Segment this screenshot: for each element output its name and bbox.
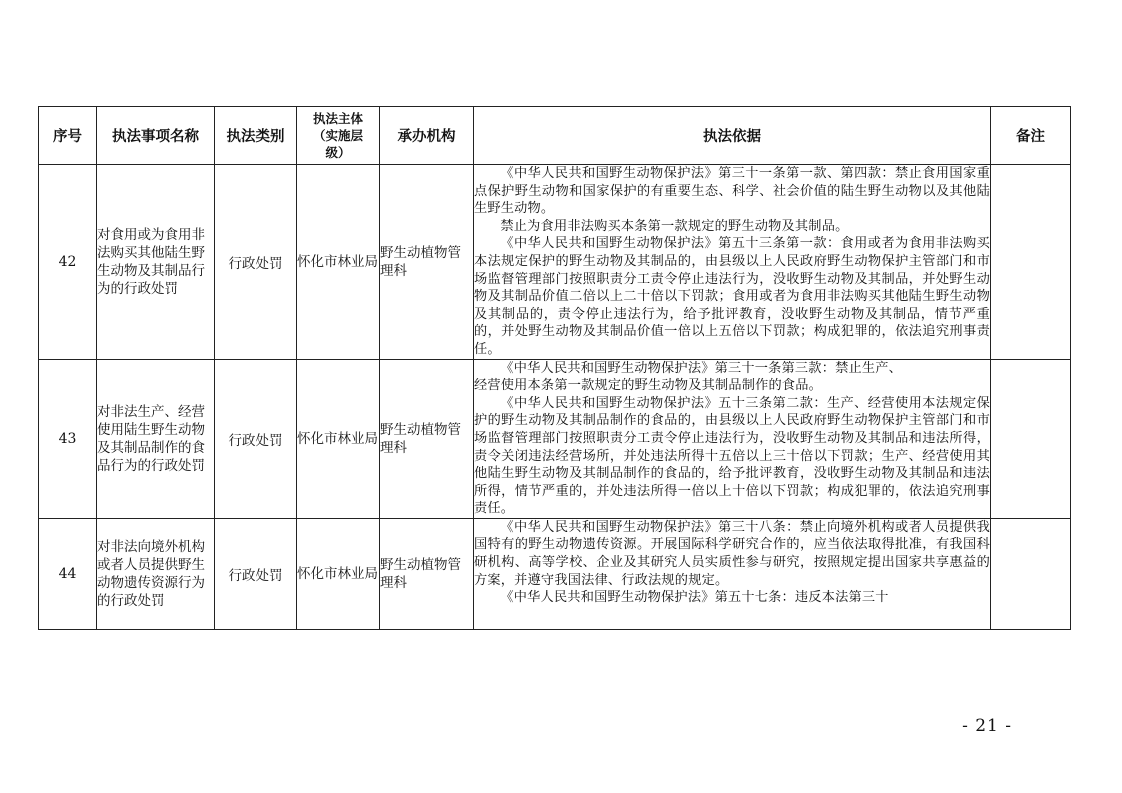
basis-paragraph: 《中华人民共和国野生动物保护法》第五十三条第一款：食用或者为食用非法购买本法规定保护的野生动物及其制品的，由县级以上人民政府野生动物保护主管部门和市场监督管理部门按照职责分工责令停止违法行为，没收野生动物及其制品，并处野生动物及其制品价值二倍以上二十倍以下罚款；食用或者为食用非法购买其他陆生野生动物及其制品的，责令停止违法行为，给予批评教育，没收野生动物及其制品，情节严重的，并处野生动物及其制品价值一倍以上五倍以下罚款；构成犯罪的，依法追究刑事责任。 — [474, 236, 990, 357]
row-subject: 怀化市林业局 — [297, 165, 380, 360]
row-item-name: 对非法向境外机构或者人员提供野生动物遗传资源行为的行政处罚 — [97, 518, 215, 629]
table-row — [39, 518, 1071, 629]
page-number: - 21 - — [962, 716, 1012, 736]
header-subject-line2: （实施层 — [312, 128, 363, 143]
header-basis: 执法依据 — [474, 107, 991, 165]
row-seq: 43 — [39, 359, 97, 518]
row-subject: 怀化市林业局 — [297, 518, 380, 629]
row-basis — [474, 165, 991, 360]
row-basis — [474, 518, 991, 629]
header-subject-line3: 级） — [325, 145, 351, 160]
enforcement-table — [38, 106, 1071, 630]
basis-paragraph: 经营使用本条第一款规定的野生动物及其制品制作的食品。 — [474, 378, 823, 394]
row-type: 行政处罚 — [215, 518, 297, 629]
basis-paragraph: 《中华人民共和国野生动物保护法》第三十一条第三款：禁止生产、 — [500, 360, 903, 376]
basis-paragraph: 《中华人民共和国野生动物保护法》第三十八条：禁止向境外机构或者人员提供我国特有的野生动物遗传资源。开展国际科学研究合作的，应当依法取得批准，有我国科研机构、高等学校、企业及其研究人员实质性参与研究，按照规定提出国家共享惠益的方案，并遵守我国法律、行政法规的规定。 — [474, 519, 990, 588]
table-row — [39, 359, 1071, 518]
table-row — [39, 165, 1071, 360]
header-org: 承办机构 — [380, 107, 474, 165]
row-subject: 怀化市林业局 — [297, 359, 380, 518]
row-remarks — [991, 165, 1071, 360]
header-seq: 序号 — [39, 107, 97, 165]
basis-paragraph: 《中华人民共和国野生动物保护法》第五十七条：违反本法第三十 — [500, 590, 889, 606]
basis-paragraph: 《中华人民共和国野生动物保护法》五十三条第二款：生产、经营使用本法规定保护的野生动物及其制品制作的食品的，由县级以上人民政府野生动物保护主管部门和市场监督管理部门按照职责分工责令停止违法行为，没收野生动物及其制品和违法所得，责令关闭违法经营场所，并处违法所得十五倍以上三十倍以下罚款；生产、经营使用其他陆生野生动物及其制品制作的食品的，给予批评教育，没收野生动物及其制品和违法所得，情节严重的，并处违法所得一倍以上十倍以下罚款；构成犯罪的，依法追究刑事责任。 — [474, 395, 990, 517]
row-type: 行政处罚 — [215, 165, 297, 360]
basis-paragraph: 《中华人民共和国野生动物保护法》第三十一条第一款、第四款：禁止食用国家重点保护野生动物和国家保护的有重要生态、科学、社会价值的陆生野生动物以及其他陆生野生动物。 — [474, 166, 990, 217]
row-org: 野生动植物管理科 — [380, 165, 474, 360]
row-item-name: 对食用或为食用非法购买其他陆生野生动物及其制品行为的行政处罚 — [97, 165, 215, 360]
row-remarks — [991, 518, 1071, 629]
basis-paragraph: 禁止为食用非法购买本条第一款规定的野生动物及其制品。 — [500, 218, 849, 234]
row-seq: 44 — [39, 518, 97, 629]
header-type: 执法类别 — [215, 107, 297, 165]
row-org: 野生动植物管理科 — [380, 518, 474, 629]
row-basis — [474, 359, 991, 518]
header-name: 执法事项名称 — [97, 107, 215, 165]
header-subject — [297, 107, 380, 165]
row-remarks — [991, 359, 1071, 518]
header-subject-line1: 执法主体 — [312, 111, 363, 126]
header-row — [39, 107, 1071, 165]
row-org: 野生动植物管理科 — [380, 359, 474, 518]
row-type: 行政处罚 — [215, 359, 297, 518]
row-item-name: 对非法生产、经营使用陆生野生动物及其制品制作的食品行为的行政处罚 — [97, 359, 215, 518]
row-seq: 42 — [39, 165, 97, 360]
header-remarks: 备注 — [991, 107, 1071, 165]
basis-clip — [474, 519, 990, 629]
